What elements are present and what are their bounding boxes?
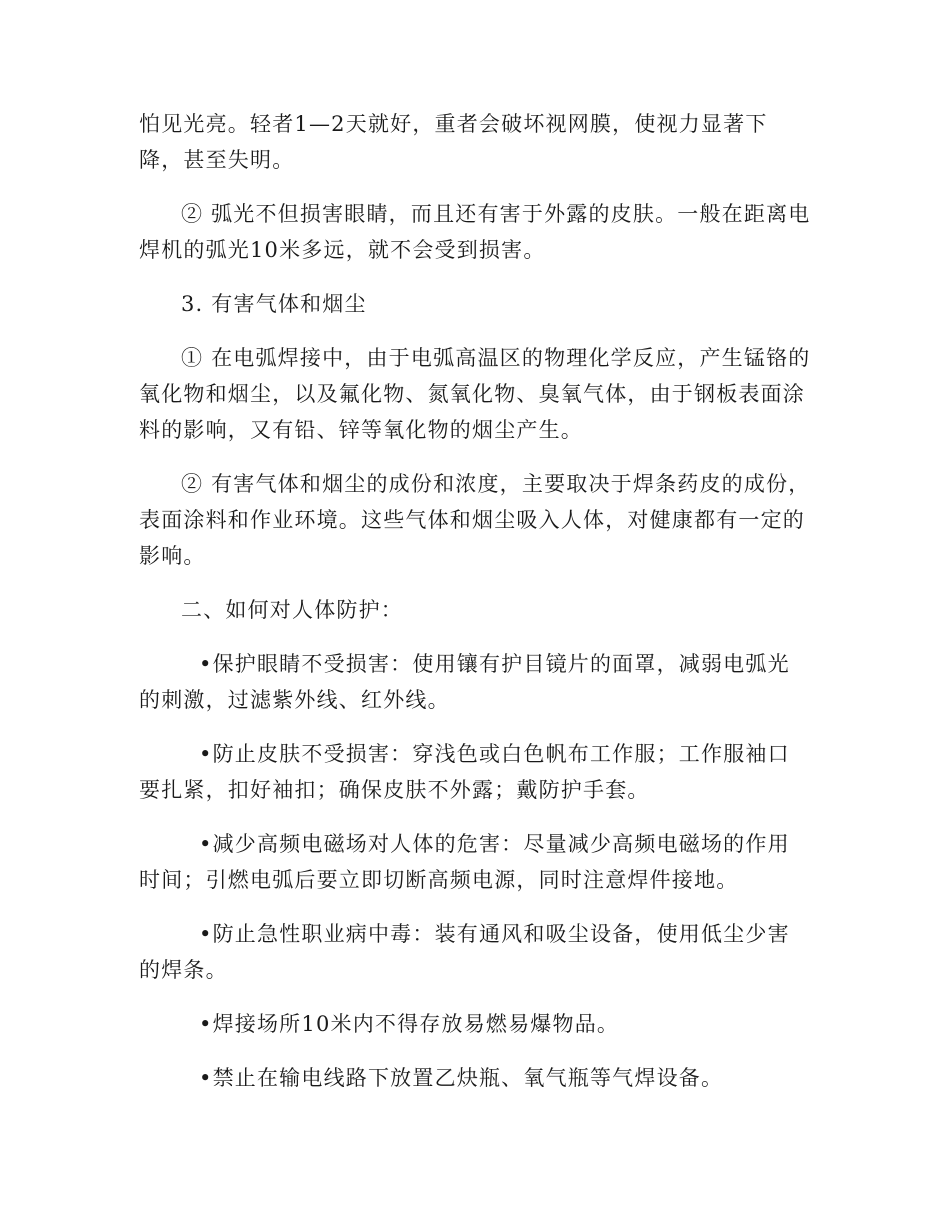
paragraph-gas-production: ① 在电弧焊接中，由于电弧高温区的物理化学反应，产生锰铬的氧化物和烟尘，以及氟化物、氮氧化物、臭氧气体，由于钢板表面涂料的影响，又有铅、锌等氧化物的烟尘产生。	[139, 346, 811, 442]
bullet-poisoning-prevention: •防止急性职业病中毒：装有通风和吸尘设备，使用低尘少害的焊条。	[139, 922, 790, 982]
bullet-skin-protection: •防止皮肤不受损害：穿浅色或白色帆布工作服；工作服袖口要扎紧，扣好袖扣；确保皮肤不外露；戴防护手套。	[139, 742, 790, 802]
bullet-eye-protection: •保护眼睛不受损害：使用镶有护目镜片的面罩，减弱电弧光的刺激，过滤紫外线、红外线。	[139, 652, 790, 712]
section-heading-protection: 二、如何对人体防护：	[181, 598, 403, 622]
document-body	[139, 106, 811, 1114]
paragraph-gas-concentration: ② 有害气体和烟尘的成份和浓度，主要取决于焊条药皮的成份，表面涂料和作业环境。这些气体和烟尘吸入人体，对健康都有一定的影响。	[139, 472, 811, 568]
bullet-emf-protection: •减少高频电磁场对人体的危害：尽量减少高频电磁场的作用时间；引燃电弧后要立即切断高频电源，同时注意焊件接地。	[139, 832, 790, 892]
section-heading-harmful-gas: 3. 有害气体和烟尘	[181, 292, 367, 316]
bullet-flammable-storage: •焊接场所10米内不得存放易燃易爆物品。	[199, 1012, 620, 1036]
paragraph-eye-injury-continuation: 怕见光亮。轻者1—2天就好，重者会破坏视网膜，使视力显著下降，甚至失明。	[139, 112, 768, 172]
paragraph-skin-damage: ② 弧光不但损害眼睛，而且还有害于外露的皮肤。一般在距离电焊机的弧光10米多远，就不会受到损害。	[139, 202, 811, 262]
bullet-gas-cylinder-placement: •禁止在输电线路下放置乙炔瓶、氧气瓶等气焊设备。	[199, 1066, 724, 1090]
